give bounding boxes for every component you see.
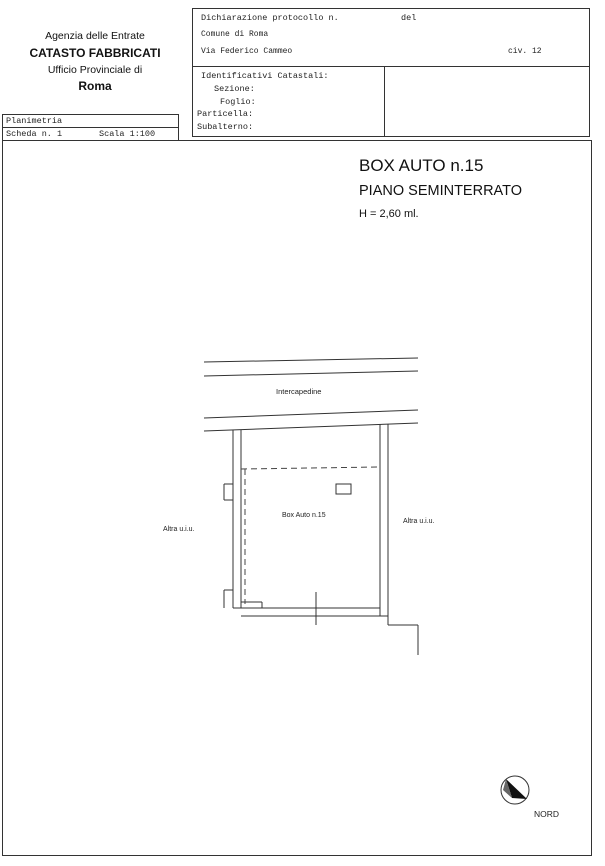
office-label: Ufficio Provinciale di bbox=[47, 64, 143, 76]
north-label: NORD bbox=[534, 809, 560, 819]
wall-line bbox=[204, 358, 418, 362]
floor-label: PIANO SEMINTERRATO bbox=[359, 183, 523, 199]
protocol-label: Dichiarazione protocollo n. bbox=[201, 13, 339, 23]
scala-label: Scala 1:100 bbox=[99, 129, 156, 139]
right-wall bbox=[380, 424, 418, 655]
comune-label: Comune di Roma bbox=[201, 30, 269, 39]
north-arrow-icon bbox=[501, 776, 529, 804]
right-neighbor-label: Altra u.i.u. bbox=[403, 518, 435, 525]
agency-name: Agenzia delle Entrate bbox=[45, 30, 145, 42]
catasto-title: CATASTO FABBRICATI bbox=[29, 46, 161, 60]
height-label: H = 2,60 ml. bbox=[359, 208, 419, 220]
particella-label: Particella: bbox=[197, 109, 254, 119]
planimetria-label: Planimetria bbox=[6, 116, 63, 126]
unit-name: BOX AUTO n.15 bbox=[359, 156, 484, 175]
wall-line bbox=[204, 371, 418, 376]
dashed-top bbox=[241, 467, 380, 469]
sezione-label: Sezione: bbox=[214, 84, 255, 94]
civic-number: civ. 12 bbox=[508, 47, 542, 56]
left-neighbor-label: Altra u.i.u. bbox=[163, 526, 195, 533]
fixture-rect bbox=[336, 484, 351, 494]
intercapedine-label: Intercapedine bbox=[276, 387, 322, 396]
left-wall bbox=[224, 430, 241, 608]
bottom-wall bbox=[233, 592, 388, 625]
date-label: del bbox=[401, 13, 417, 23]
wall-line bbox=[204, 410, 418, 418]
scheda-label: Scheda n. 1 bbox=[6, 129, 63, 139]
cadastral-ids-heading: Identificativi Catastali: bbox=[201, 71, 329, 81]
wall-line bbox=[204, 423, 418, 431]
address-label: Via Federico Cammeo bbox=[201, 47, 293, 56]
office-city: Roma bbox=[78, 79, 112, 93]
subalterno-label: Subalterno: bbox=[197, 122, 254, 132]
foglio-label: Foglio: bbox=[220, 97, 256, 107]
box-label: Box Auto n.15 bbox=[282, 512, 326, 519]
